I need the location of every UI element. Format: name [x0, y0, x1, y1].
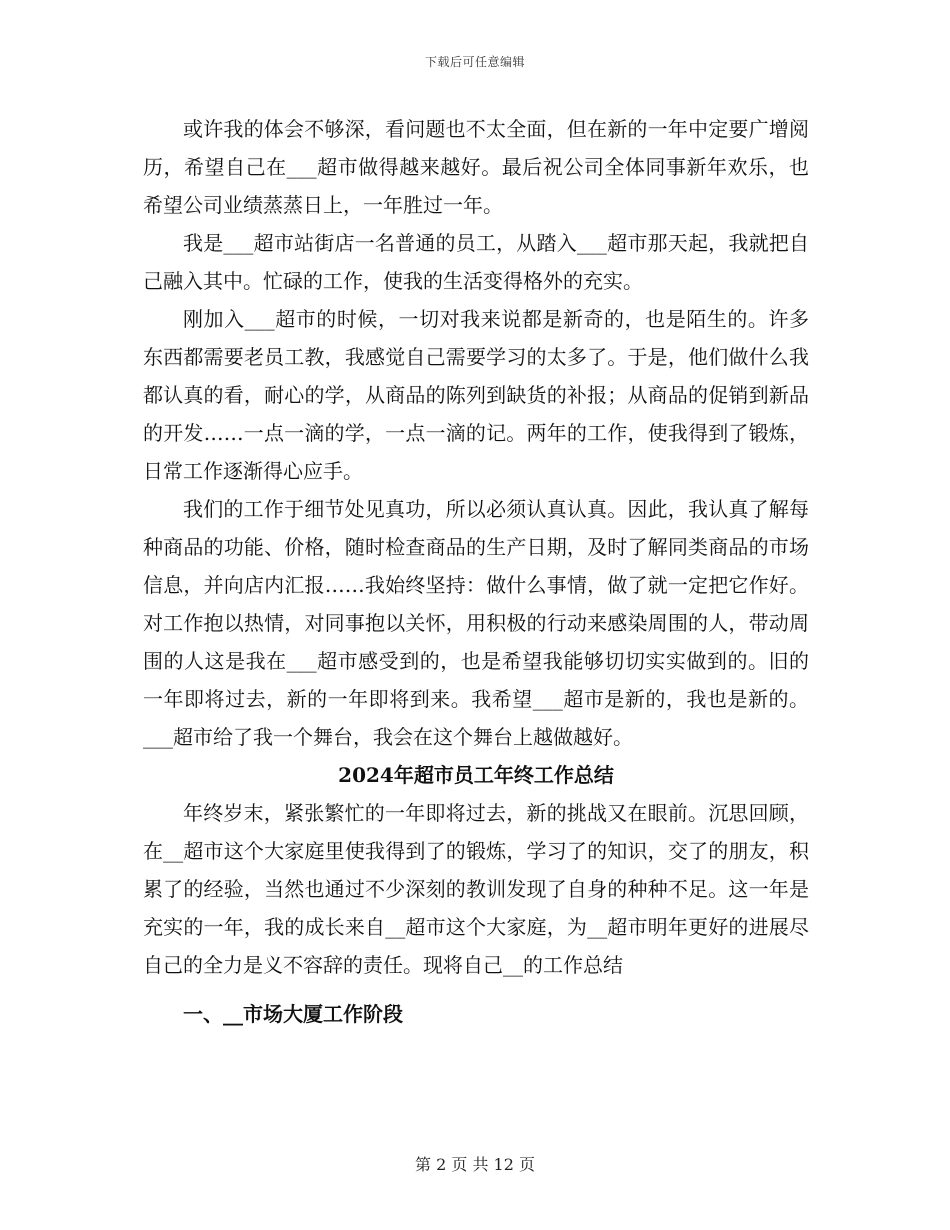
- paragraph-3: 刚加入___超市的时候，一切对我来说都是新奇的，也是陌生的。许多东西都需要老员工教，我感觉自己需要学习的太多了。于是，他们做什么我都认真的看，耐心的学，从商品的陈列到缺货的补报；从商品的促销到新品的开发……一点一滴的学，一点一滴的记。两年的工作，使我得到了锻炼，日常工作逐渐得心应手。: [143, 307, 809, 483]
- paragraph-4: 我们的工作于细节处见真功，所以必须认真认真。因此，我认真了解每种商品的功能、价格，随时检查商品的生产日期，及时了解同类商品的市场信息，并向店内汇报……我始终坚持：做什么事情，做了就一定把它作好。对工作抱以热情，对同事抱以关怀，用积极的行动来感染周围的人，带动周围的人这是我在___超市感受到的，也是希望我能够切切实实做到的。旧的一年即将过去，新的一年即将到来。我希望___超市是新的，我也是新的。___超市给了我一个舞台，我会在这个舞台上越做越好。: [143, 497, 809, 749]
- header-note: 下载后可任意编辑: [424, 55, 525, 69]
- section-title: 2024年超市员工年终工作总结: [338, 763, 614, 787]
- document-body: [143, 110, 809, 1044]
- subheading: 一、__市场大厦工作阶段: [183, 1002, 403, 1026]
- paragraph-2: 我是___超市站街店一名普通的员工，从踏入___超市那天起，我就把自己融入其中。忙碌的工作，使我的生活变得格外的充实。: [143, 231, 809, 293]
- paragraph-1: 或许我的体会不够深，看问题也不太全面，但在新的一年中定要广增阅历，希望自己在___超市做得越来越好。最后祝公司全体同事新年欢乐，也希望公司业绩蒸蒸日上，一年胜过一年。: [143, 117, 809, 217]
- section-paragraph: 年终岁末，紧张繁忙的一年即将过去，新的挑战又在眼前。沉思回顾，在__超市这个大家庭里使我得到了的锻炼，学习了的知识，交了的朋友，积累了的经验，当然也通过不少深刻的教训发现了自身的种种不足。这一年是充实的一年，我的成长来自__超市这个大家庭，为__超市明年更好的进展尽自己的全力是义不容辞的责任。现将自己__的工作总结: [143, 801, 809, 977]
- page-number: 第 2 页 共 12 页: [415, 1155, 535, 1174]
